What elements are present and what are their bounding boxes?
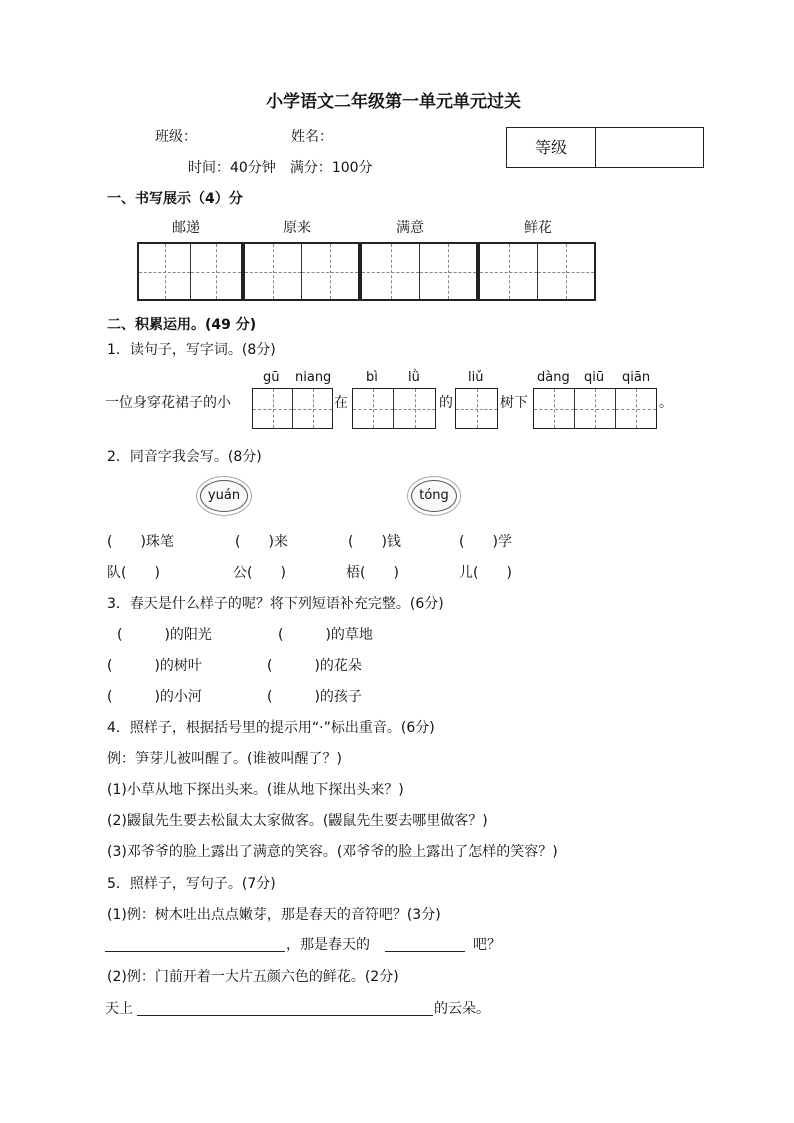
- section1-heading: 一、书写展示（4）分: [107, 191, 243, 207]
- q5-title: 5．照样子，写句子。(7分): [107, 876, 276, 892]
- writing-grid-2[interactable]: [243, 242, 360, 301]
- pinyin-bi: bì: [366, 370, 378, 385]
- word-4: 鲜花: [524, 220, 552, 236]
- pinyin-qian: qiān: [622, 370, 651, 385]
- word-1: 邮递: [172, 220, 200, 236]
- page-title: 小学语文二年级第一单元单元过关: [266, 92, 521, 112]
- q3-item-5: ( )的小河: [107, 689, 202, 705]
- q2-row2-item2: 公( ): [233, 565, 286, 581]
- q2-row1-item1: ( )珠笔: [107, 534, 174, 550]
- q1-title: 1．读句子，写字词。(8分): [107, 342, 276, 358]
- q2-row1-item4: ( )学: [459, 534, 512, 550]
- class-label: 班级：: [155, 129, 197, 145]
- q1-text-b: 在: [334, 395, 348, 411]
- q2-row2-item1: 队( ): [107, 565, 160, 581]
- q5-blank-2[interactable]: [137, 1015, 433, 1016]
- q1-grid-bilv[interactable]: [352, 388, 436, 429]
- q3-item-2: ( )的草地: [278, 627, 373, 643]
- q2-title: 2．同音字我会写。(8分): [107, 449, 262, 465]
- q3-item-1: ( )的阳光: [117, 627, 212, 643]
- q1-text-d: 树下: [500, 395, 528, 411]
- q1-text-a: 一位身穿花裙子的小: [105, 395, 231, 411]
- q1-text-c: 的: [439, 395, 453, 411]
- writing-grid-3[interactable]: [360, 242, 478, 301]
- q5-example-2: (2)例：门前开着一大片五颜六色的鲜花。(2分): [107, 969, 399, 985]
- pinyin-niang: niang: [295, 370, 332, 385]
- q1-grid-guniang[interactable]: [252, 388, 333, 429]
- q4-item-1: (1)小草从地下探出头来。(谁从地下探出头来？): [107, 782, 404, 798]
- name-label: 姓名：: [291, 129, 333, 145]
- cloud-yuan: yuán: [200, 480, 248, 512]
- q3-title: 3．春天是什么样子的呢？将下列短语补充完整。(6分): [107, 596, 444, 612]
- q5-fill1-mid: ，那是春天的: [286, 937, 370, 953]
- pinyin-gu: gū: [263, 370, 280, 385]
- q3-item-3: ( )的树叶: [107, 658, 202, 674]
- pinyin-dang: dàng: [537, 370, 570, 385]
- q2-row1-item3: ( )钱: [348, 534, 401, 550]
- grade-box: [506, 127, 704, 168]
- q2-row1-item2: ( )来: [235, 534, 288, 550]
- q5-example-1: (1)例：树木吐出点点嫩芽，那是春天的音符吧？(3分): [107, 907, 441, 923]
- word-2: 原来: [283, 220, 311, 236]
- grade-label: 等级: [507, 128, 596, 167]
- pinyin-lv: lǜ: [408, 370, 420, 385]
- q1-grid-liu[interactable]: [455, 388, 498, 429]
- q2-row2-item3: 梧( ): [346, 565, 399, 581]
- q3-item-4: ( )的花朵: [267, 658, 362, 674]
- q5-fill2-end: 的云朵。: [434, 1001, 490, 1017]
- time-info: 时间：40分钟 满分：100分: [188, 160, 373, 176]
- section2-heading: 二、积累运用。(49 分): [107, 317, 257, 333]
- q3-item-6: ( )的孩子: [267, 689, 362, 705]
- writing-grid-1[interactable]: [137, 242, 243, 301]
- q1-grid-dangqiuqian[interactable]: [533, 388, 657, 429]
- q5-blank-1b[interactable]: [385, 951, 465, 952]
- writing-grid-4[interactable]: [478, 242, 596, 301]
- q2-row2-item4: 儿( ): [459, 565, 512, 581]
- cloud-tong: tóng: [411, 480, 457, 512]
- q4-example: 例：笋芽儿被叫醒了。(谁被叫醒了？): [107, 751, 342, 767]
- q5-fill2-start: 天上: [105, 1001, 133, 1017]
- q5-fill1-end: 吧？: [473, 937, 501, 953]
- q1-text-end: 。: [659, 395, 673, 411]
- q4-item-3: (3)邓爷爷的脸上露出了满意的笑容。(邓爷爷的脸上露出了怎样的笑容？): [107, 844, 558, 860]
- word-3: 满意: [396, 220, 424, 236]
- q4-title: 4．照样子，根据括号里的提示用“·”标出重音。(6分): [107, 720, 435, 736]
- pinyin-qiu: qiū: [584, 370, 605, 385]
- pinyin-liu: liǔ: [468, 370, 484, 385]
- q4-item-2: (2)鼹鼠先生要去松鼠太太家做客。(鼹鼠先生要去哪里做客？): [107, 813, 488, 829]
- q5-blank-1a[interactable]: [105, 951, 285, 952]
